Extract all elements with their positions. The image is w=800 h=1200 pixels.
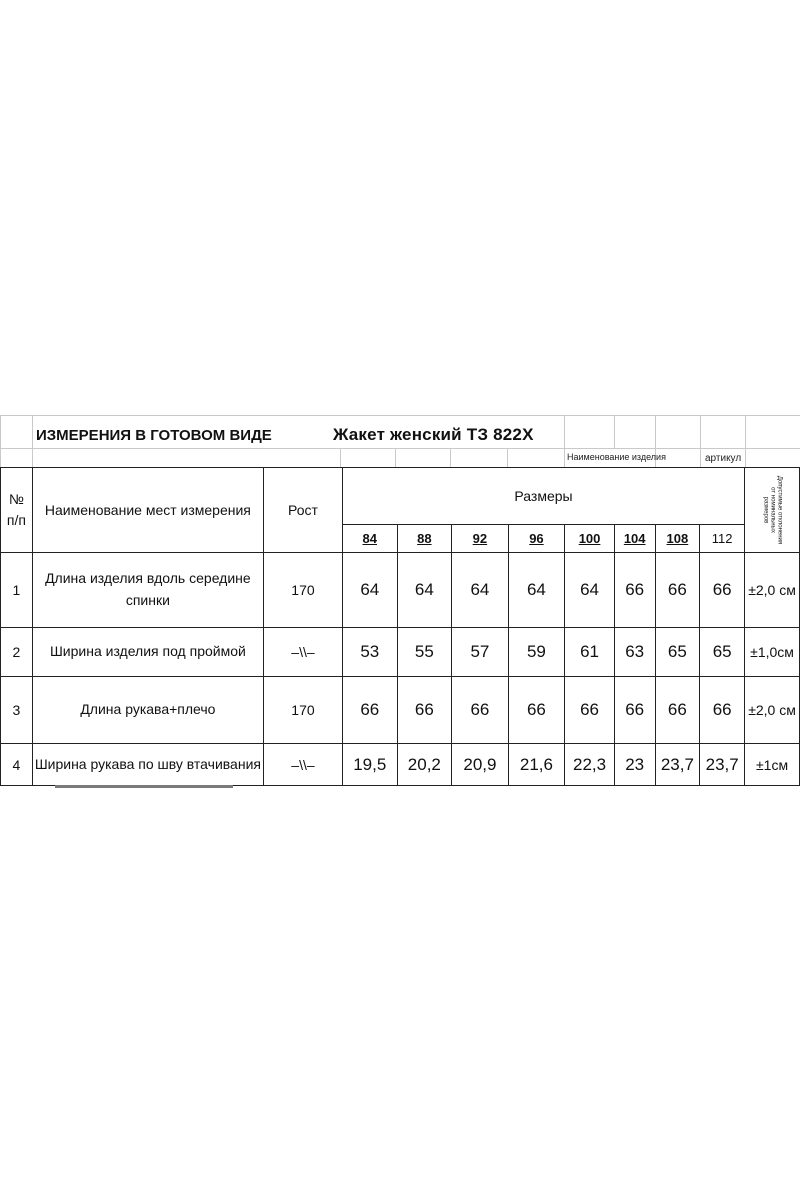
sheet-header	[0, 415, 800, 467]
tolerance-header	[745, 468, 800, 553]
grid-line	[507, 448, 508, 467]
size-value: 66	[508, 677, 565, 744]
table-row	[1, 628, 800, 677]
tolerance-header-label: Допустимые отклонения от номинальных размеров	[762, 475, 783, 545]
size-value: 66	[452, 677, 509, 744]
size-header: 96	[508, 524, 565, 552]
row-number: 2	[1, 628, 33, 677]
measurement-table	[0, 467, 800, 786]
size-value: 64	[508, 553, 565, 628]
name-header: Наименование мест измерения	[32, 468, 263, 553]
row-number: 1	[1, 553, 33, 628]
table-header-row	[1, 468, 800, 525]
size-value: 59	[508, 628, 565, 677]
grid-line	[0, 448, 800, 449]
size-value: 55	[397, 628, 452, 677]
size-value: 20,2	[397, 744, 452, 786]
size-value: 66	[342, 677, 397, 744]
measurement-name: Длина рукава+плечо	[32, 677, 263, 744]
size-value: 64	[452, 553, 509, 628]
grid-line	[32, 415, 33, 467]
number-header	[1, 468, 33, 553]
size-value: 53	[342, 628, 397, 677]
size-header: 112	[700, 524, 745, 552]
size-value: 66	[614, 677, 655, 744]
size-value: 20,9	[452, 744, 509, 786]
grid-line	[0, 415, 1, 467]
grid-line	[450, 448, 451, 467]
size-value: 64	[397, 553, 452, 628]
grid-line	[745, 415, 746, 467]
measurement-sheet	[0, 415, 800, 785]
size-value: 66	[700, 553, 745, 628]
tolerance-value: ±2,0 см	[745, 677, 800, 744]
grid-line	[340, 448, 341, 467]
measurement-name: Длина изделия вдоль середине спинки	[32, 553, 263, 628]
measurement-name: Ширина изделия под проймой	[32, 628, 263, 677]
size-value: 63	[614, 628, 655, 677]
size-value: 66	[655, 677, 700, 744]
height-value: 170	[263, 677, 342, 744]
size-value: 19,5	[342, 744, 397, 786]
row-number: 4	[1, 744, 33, 786]
size-value: 64	[342, 553, 397, 628]
height-value: –\\–	[263, 744, 342, 786]
size-value: 66	[397, 677, 452, 744]
size-value: 66	[655, 553, 700, 628]
sheet-title: ИЗМЕРЕНИЯ В ГОТОВОМ ВИДЕ	[36, 427, 272, 444]
size-value: 65	[700, 628, 745, 677]
tolerance-value: ±1,0см	[745, 628, 800, 677]
table-row	[1, 553, 800, 628]
size-value: 23,7	[700, 744, 745, 786]
size-header: 108	[655, 524, 700, 552]
size-value: 64	[565, 553, 615, 628]
size-value: 61	[565, 628, 615, 677]
tolerance-value: ±2,0 см	[745, 553, 800, 628]
grid-line	[700, 415, 701, 467]
size-header: 84	[342, 524, 397, 552]
size-value: 66	[700, 677, 745, 744]
grid-line	[614, 415, 615, 448]
size-value: 23	[614, 744, 655, 786]
size-value: 66	[614, 553, 655, 628]
size-header: 92	[452, 524, 509, 552]
size-value: 65	[655, 628, 700, 677]
size-header: 88	[397, 524, 452, 552]
size-value: 57	[452, 628, 509, 677]
product-name-label: Наименование изделия	[567, 452, 666, 462]
grid-line	[0, 415, 800, 416]
sizes-header: Размеры	[342, 468, 744, 525]
grid-line	[395, 448, 396, 467]
grid-line	[564, 415, 565, 467]
size-value: 66	[565, 677, 615, 744]
size-value: 21,6	[508, 744, 565, 786]
article-label: артикул	[705, 453, 742, 464]
size-header: 100	[565, 524, 615, 552]
size-header: 104	[614, 524, 655, 552]
height-header: Рост	[263, 468, 342, 553]
height-value: –\\–	[263, 628, 342, 677]
table-row	[1, 677, 800, 744]
table-row	[1, 744, 800, 786]
tolerance-value: ±1см	[745, 744, 800, 786]
product-title: Жакет женский ТЗ 822Х	[333, 425, 534, 444]
size-value: 22,3	[565, 744, 615, 786]
number-header-label: № п/п	[6, 491, 26, 528]
height-value: 170	[263, 553, 342, 628]
size-value: 23,7	[655, 744, 700, 786]
cropped-image-edge	[55, 785, 233, 788]
row-number: 3	[1, 677, 33, 744]
measurement-name: Ширина рукава по шву втачивания	[32, 744, 263, 786]
